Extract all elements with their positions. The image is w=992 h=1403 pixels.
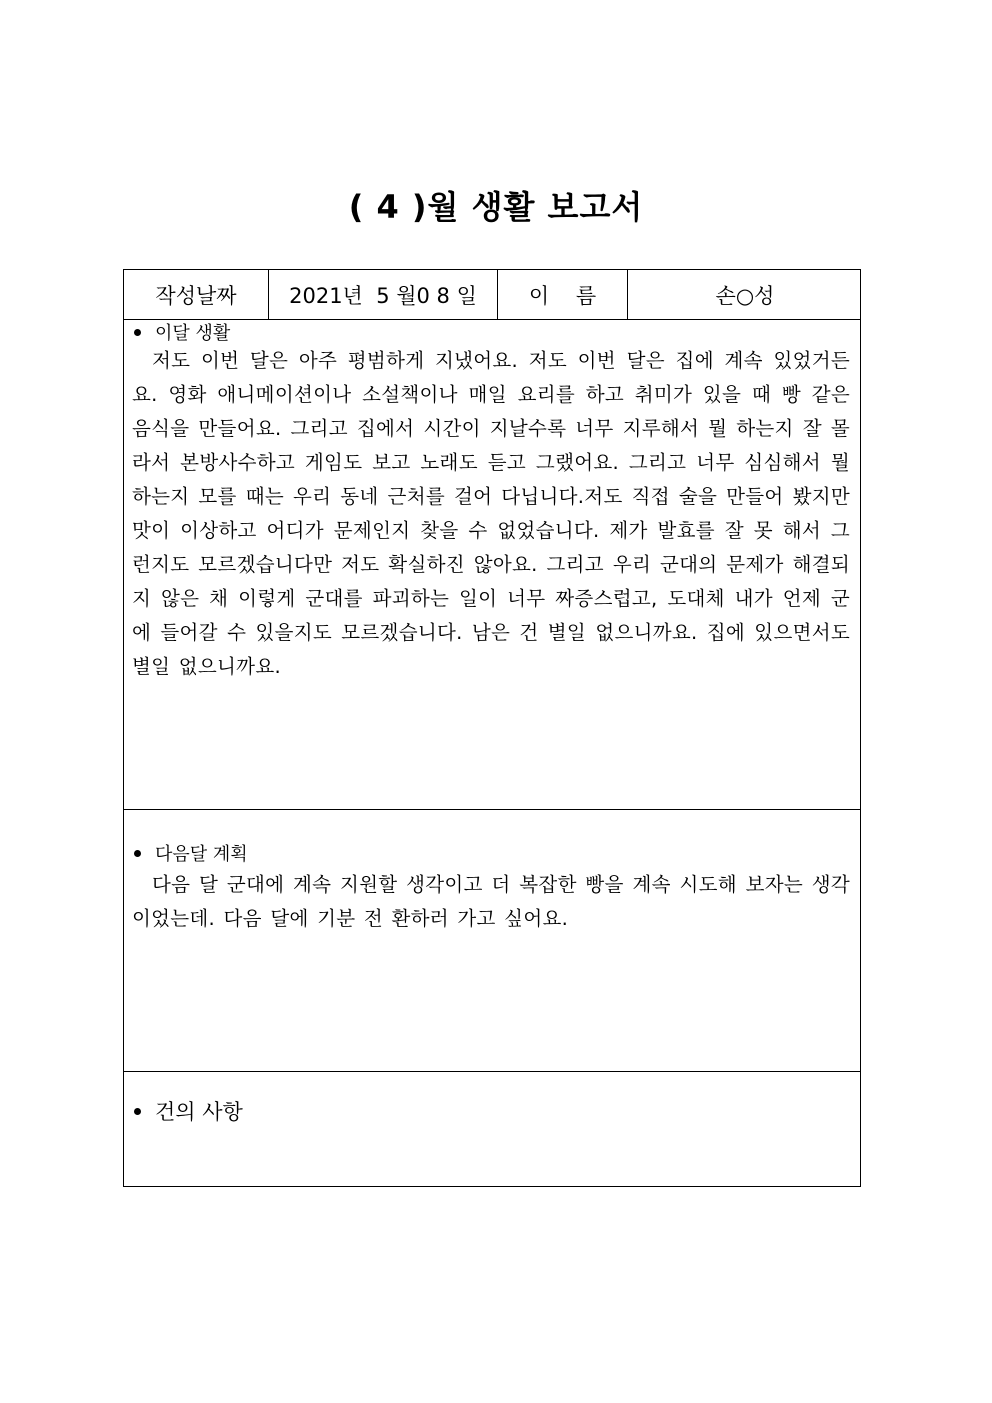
this-month-section <box>124 320 860 810</box>
report-form <box>123 269 861 1187</box>
next-month-heading <box>134 840 248 866</box>
suggestions-section <box>124 1072 860 1188</box>
bullet-icon <box>134 1108 141 1115</box>
title-text: 월 생활 보고서 <box>427 188 644 226</box>
this-month-body-text: 저도 이번 달은 아주 평범하게 지냈어요. 저도 이번 달은 집에 계속 있었거든요. 영화 애니메이션이나 소설책이나 매일 요리를 하고 취미가 있을 때 빵 같은 음식을 만들어요. 그리고 집에서 시간이 지날수록 너무 지루해서 뭘 하는지 잘 몰라서 본방사수하고 게임도 보고 노래도 듣고 그랬어요. 그리고 너무 심심해서 뭘 하는지 모를 때는 우리 동네 근처를 걸어 다닙니다.저도 직접 술을 만들어 봤지만 맛이 이상하고 어디가 문제인지 찾을 수 없었습니다. 제가 발효를 잘 못 해서 그런지도 모르겠습니다만 저도 확실하진 않아요. 그리고 우리 군대의 문제가 해결되지 않은 채 이렇게 군대를 파괴하는 일이 너무 짜증스럽고, 도대체 내가 언제 군에 들어갈 수 있을지도 모르겠습니다. 남은 건 별일 없으니까요. 집에 있으면서도 별일 없으니까요. <box>132 349 850 678</box>
this-month-heading <box>134 320 230 344</box>
this-month-heading-text: 이달 생활 <box>155 323 231 344</box>
suggestions-heading <box>134 1096 243 1126</box>
date-value: 2021년 5 월0 8 일 <box>269 270 498 320</box>
next-month-body <box>132 868 850 936</box>
suggestions-heading-text: 건의 사항 <box>155 1100 243 1124</box>
bullet-icon <box>134 850 141 857</box>
next-month-section <box>124 810 860 1072</box>
next-month-body-text: 다음 달 군대에 계속 지원할 생각이고 더 복잡한 빵을 계속 시도해 보자는 생각이었는데. 다음 달에 기분 전 환하러 가고 싶어요. <box>132 873 850 930</box>
header-row <box>124 270 860 320</box>
date-label: 작성날짜 <box>124 270 269 320</box>
title-month: ( 4 ) <box>348 188 428 226</box>
name-label: 이 름 <box>498 270 628 320</box>
page-title <box>0 182 992 228</box>
name-value: 손○성 <box>715 284 775 308</box>
bullet-icon <box>134 329 141 336</box>
next-month-heading-text: 다음달 계획 <box>155 844 248 865</box>
this-month-body <box>132 344 850 684</box>
